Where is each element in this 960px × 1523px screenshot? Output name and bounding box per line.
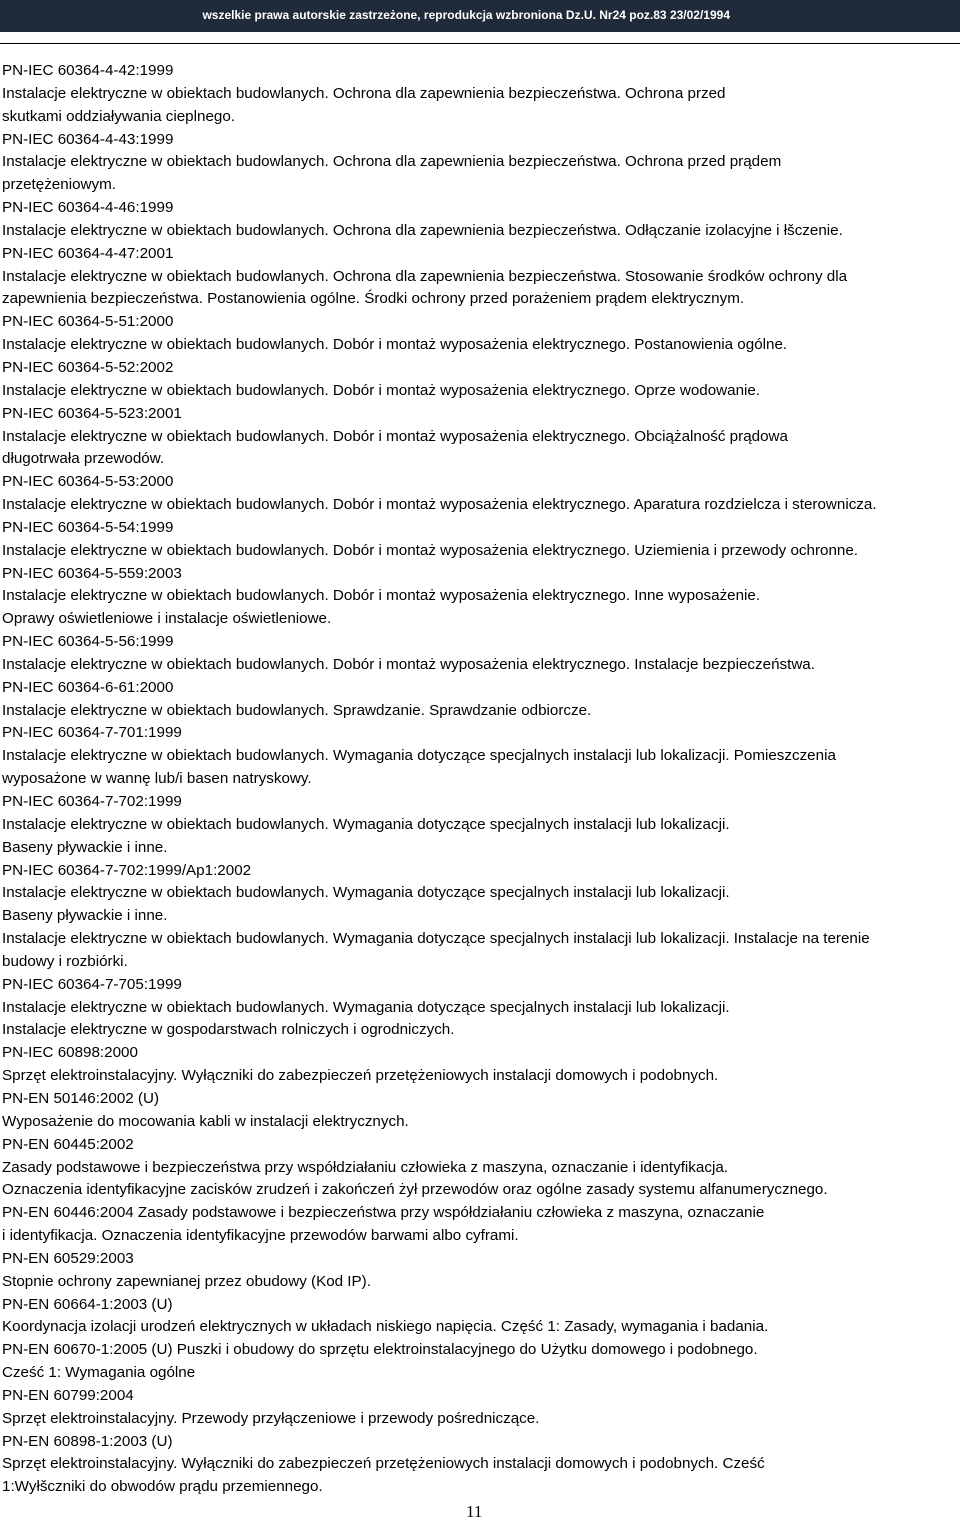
document-line: PN-IEC 60364-5-559:2003 [2,564,182,582]
document-line: PN-EN 60670-1:2005 (U) Puszki i obudowy do sprzętu elektroinstalacyjnego do Użytku domowego i podobnego. [2,1341,758,1359]
document-line: PN-IEC 60364-7-705:1999 [2,975,182,993]
document-line: Sprzęt elektroinstalacyjny. Wyłączniki do zabezpieczeń przetężeniowych instalacji domowych i podobnych. Cześć [2,1455,765,1473]
document-line: Instalacje elektryczne w obiektach budowlanych. Dobór i montaż wyposażenia elektrycznego. Uziemienia i przewody ochronne. [2,541,859,559]
document-line: Wyposażenie do mocowania kabli w instalacji elektrycznych. [2,1112,409,1130]
document-line: PN-EN 60898-1:2003 (U) [2,1432,173,1450]
document-line: PN-IEC 60364-4-43:1999 [2,130,174,148]
header-bar [0,0,960,32]
header-copyright-text: wszelkie prawa autorskie zastrzeżone, reprodukcja wzbroniona Dz.U. Nr24 poz.83 23/02/1994 [202,8,730,22]
document-line: PN-EN 60445:2002 [2,1135,134,1153]
document-line: Instalacje elektryczne w obiektach budowlanych. Ochrona dla zapewnienia bezpieczeństwa. Stosowanie środków ochrony dla [2,267,848,285]
document-line: zapewnienia bezpieczeństwa. Postanowienia ogólne. Środki ochrony przed porażeniem prądem elektrycznym. [2,290,745,308]
document-line: budowy i rozbiórki. [2,952,128,970]
document-line: Instalacje elektryczne w obiektach budowlanych. Wymagania dotyczące specjalnych instalacji lub lokalizacji. Pomieszczenia [2,747,836,765]
document-line: Baseny pływackie i inne. [2,907,168,925]
page-number: 11 [466,1502,483,1521]
document-line: PN-IEC 60364-4-46:1999 [2,199,174,217]
document-line: Baseny pływackie i inne. [2,838,168,856]
document-line: Oznaczenia identyfikacyjne zacisków zrudzeń i zakończeń żył przewodów oraz ogólne zasady systemu alfanumerycznego. [2,1181,828,1199]
document-line: Instalacje elektryczne w obiektach budowlanych. Dobór i montaż wyposażenia elektrycznego. Inne wyposażenie. [2,587,761,605]
document-line: Sprzęt elektroinstalacyjny. Wyłączniki do zabezpieczeń przetężeniowych instalacji domowych i podobnych. [2,1067,719,1085]
document-line: PN-IEC 60364-7-701:1999 [2,724,182,742]
document-body [2,60,952,1499]
document-line: Zasady podstawowe i bezpieczeństwa przy współdziałaniu człowieka z maszyna, oznaczanie i identyfikacja. [2,1158,728,1176]
document-line: PN-IEC 60364-6-61:2000 [2,678,174,696]
document-line: i identyfikacja. Oznaczenia identyfikacyjne przewodów barwami albo cyframi. [2,1227,519,1245]
document-line: Instalacje elektryczne w obiektach budowlanych. Dobór i montaż wyposażenia elektrycznego. Oprze wodowanie. [2,381,761,399]
document-line: PN-IEC 60898:2000 [2,1044,138,1062]
document-line: PN-IEC 60364-7-702:1999/Ap1:2002 [2,861,252,879]
document-line: Instalacje elektryczne w obiektach budowlanych. Dobór i montaż wyposażenia elektrycznego. Obciążalność prądowa [2,427,788,445]
document-line: Instalacje elektryczne w obiektach budowlanych. Wymagania dotyczące specjalnych instalacji lub lokalizacji. [2,815,730,833]
document-line: PN-EN 60529:2003 [2,1249,134,1267]
document-line: PN-IEC 60364-4-42:1999 [2,62,174,79]
document-line: Instalacje elektryczne w obiektach budowlanych. Dobór i montaż wyposażenia elektrycznego. Instalacje bezpieczeństwa. [2,655,815,673]
document-line: Koordynacja izolacji urodzeń elektrycznych w układach niskiego napięcia. Część 1: Zasady, wymagania i badania. [2,1318,769,1336]
document-line: Instalacje elektryczne w obiektach budowlanych. Wymagania dotyczące specjalnych instalacji lub lokalizacji. Instalacje na terenie [2,930,870,948]
document-line: Instalacje elektryczne w gospodarstwach rolniczych i ogrodniczych. [2,1021,455,1039]
document-line: Instalacje elektryczne w obiektach budowlanych. Wymagania dotyczące specjalnych instalacji lub lokalizacji. [2,998,730,1016]
document-line: Instalacje elektryczne w obiektach budowlanych. Ochrona dla zapewnienia bezpieczeństwa. Ochrona przed prądem [2,153,782,171]
document-line: Instalacje elektryczne w obiektach budowlanych. Dobór i montaż wyposażenia elektrycznego. Aparatura rozdzielcza i sterownicza. [2,496,877,514]
document-line: przetężeniowym. [2,176,116,194]
document-line: Instalacje elektryczne w obiektach budowlanych. Dobór i montaż wyposażenia elektrycznego. Postanowienia ogólne. [2,336,788,354]
document-line: PN-IEC 60364-5-52:2002 [2,358,174,376]
document-line: długotrwała przewodów. [2,450,165,468]
top-rule [0,43,960,44]
document-line: PN-IEC 60364-5-56:1999 [2,633,174,651]
document-line: Instalacje elektryczne w obiektach budowlanych. Ochrona dla zapewnienia bezpieczeństwa. Ochrona przed [2,84,726,102]
document-line: PN-EN 60446:2004 Zasady podstawowe i bezpieczeństwa przy współdziałaniu człowieka z maszyna, oznaczanie [2,1204,765,1222]
document-line: PN-EN 50146:2002 (U) [2,1089,160,1107]
document-line: PN-IEC 60364-5-54:1999 [2,518,174,536]
document-line: wyposażone w wannę lub/i basen natryskowy. [2,770,312,788]
document-line: Instalacje elektryczne w obiektach budowlanych. Ochrona dla zapewnienia bezpieczeństwa. Odłączanie izolacyjne i łšczenie. [2,221,843,239]
document-line: Instalacje elektryczne w obiektach budowlanych. Wymagania dotyczące specjalnych instalacji lub lokalizacji. [2,884,730,902]
document-line: skutkami oddziaływania cieplnego. [2,107,236,125]
document-line: PN-EN 60664-1:2003 (U) [2,1295,173,1313]
document-line: Stopnie ochrony zapewnianej przez obudowy (Kod IP). [2,1272,371,1290]
document-line: PN-IEC 60364-5-53:2000 [2,473,174,491]
document-line: 1:Wyłšczniki do obwodów prądu przemiennego. [2,1478,323,1496]
document-line: Oprawy oświetleniowe i instalacje oświetleniowe. [2,610,332,628]
document-line: PN-IEC 60364-4-47:2001 [2,244,174,262]
document-line: PN-IEC 60364-7-702:1999 [2,793,182,810]
document-line: PN-IEC 60364-5-51:2000 [2,313,174,331]
document-line: Instalacje elektryczne w obiektach budowlanych. Sprawdzanie. Sprawdzanie odbiorcze. [2,701,592,719]
document-line: PN-EN 60799:2004 [2,1386,134,1404]
document-line: PN-IEC 60364-5-523:2001 [2,404,182,422]
document-line: Cześć 1: Wymagania ogólne [2,1364,196,1382]
document-line: Sprzęt elektroinstalacyjny. Przewody przyłączeniowe i przewody pośredniczące. [2,1409,540,1427]
